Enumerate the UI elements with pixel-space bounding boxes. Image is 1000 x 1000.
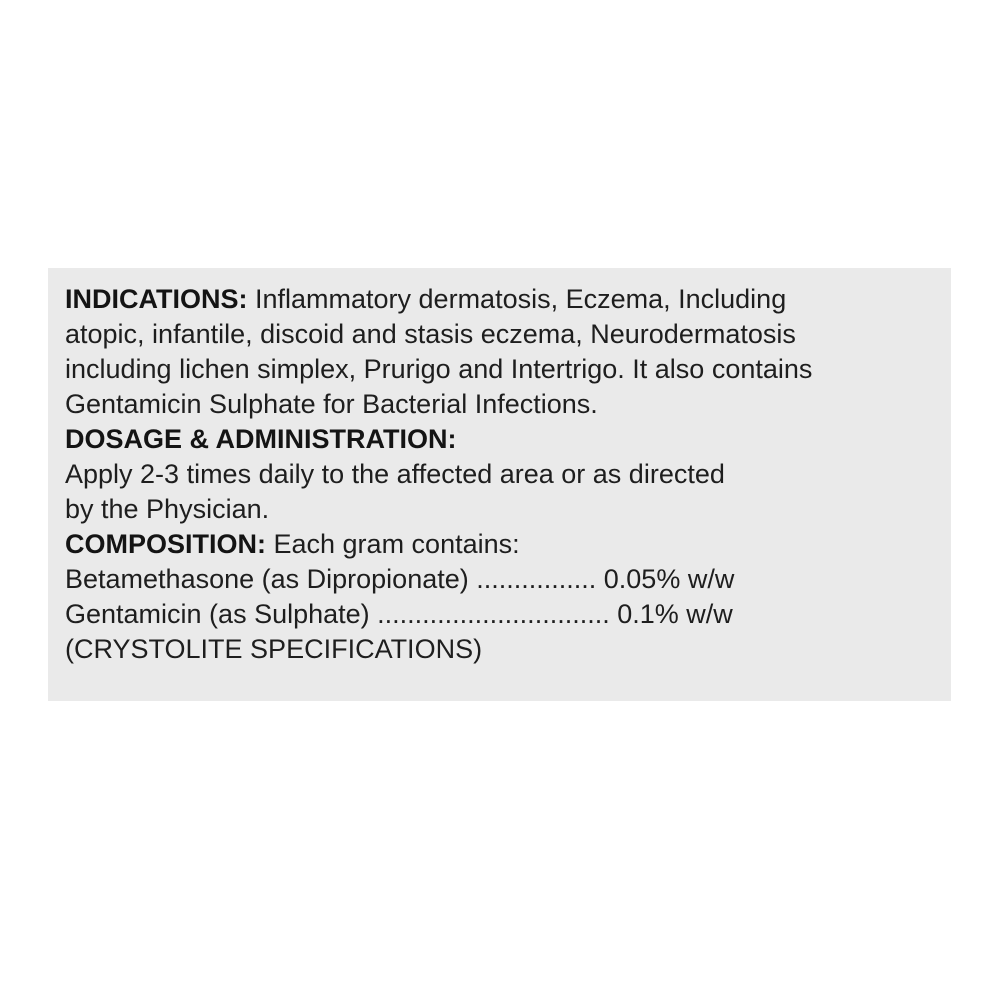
composition-line [65, 527, 951, 562]
product-label-panel [48, 268, 951, 701]
ingredient-leader: ................ [468, 564, 597, 594]
dosage-heading: DOSAGE & ADMINISTRATION: [65, 424, 457, 454]
ingredient-leader: ............................... [369, 599, 610, 629]
ingredient-row-gentamicin [65, 597, 951, 632]
indications-line-2: atopic, infantile, discoid and stasis eczema, Neurodermatosis [65, 319, 796, 349]
specification-note: (CRYSTOLITE SPECIFICATIONS) [65, 634, 483, 664]
dosage-line-2: by the Physician. [65, 494, 270, 524]
indications-line-3: including lichen simplex, Prurigo and Intertrigo. It also contains [65, 354, 813, 384]
indications-line-4: Gentamicin Sulphate for Bacterial Infections. [65, 389, 598, 419]
indications-heading: INDICATIONS: [65, 284, 248, 314]
ingredient-amount: 0.05% w/w [596, 564, 735, 594]
indications-line-1 [65, 282, 951, 317]
ingredient-name: Betamethasone (as Dipropionate) [65, 564, 469, 594]
composition-heading: COMPOSITION: [65, 529, 266, 559]
dosage-line-1: Apply 2-3 times daily to the affected area or as directed [65, 459, 725, 489]
ingredient-name: Gentamicin (as Sulphate) [65, 599, 370, 629]
ingredient-amount: 0.1% w/w [609, 599, 733, 629]
composition-intro: Each gram contains: [266, 529, 520, 559]
indications-text: Inflammatory dermatosis, Eczema, Including [247, 284, 787, 314]
ingredient-row-betamethasone [65, 562, 951, 597]
